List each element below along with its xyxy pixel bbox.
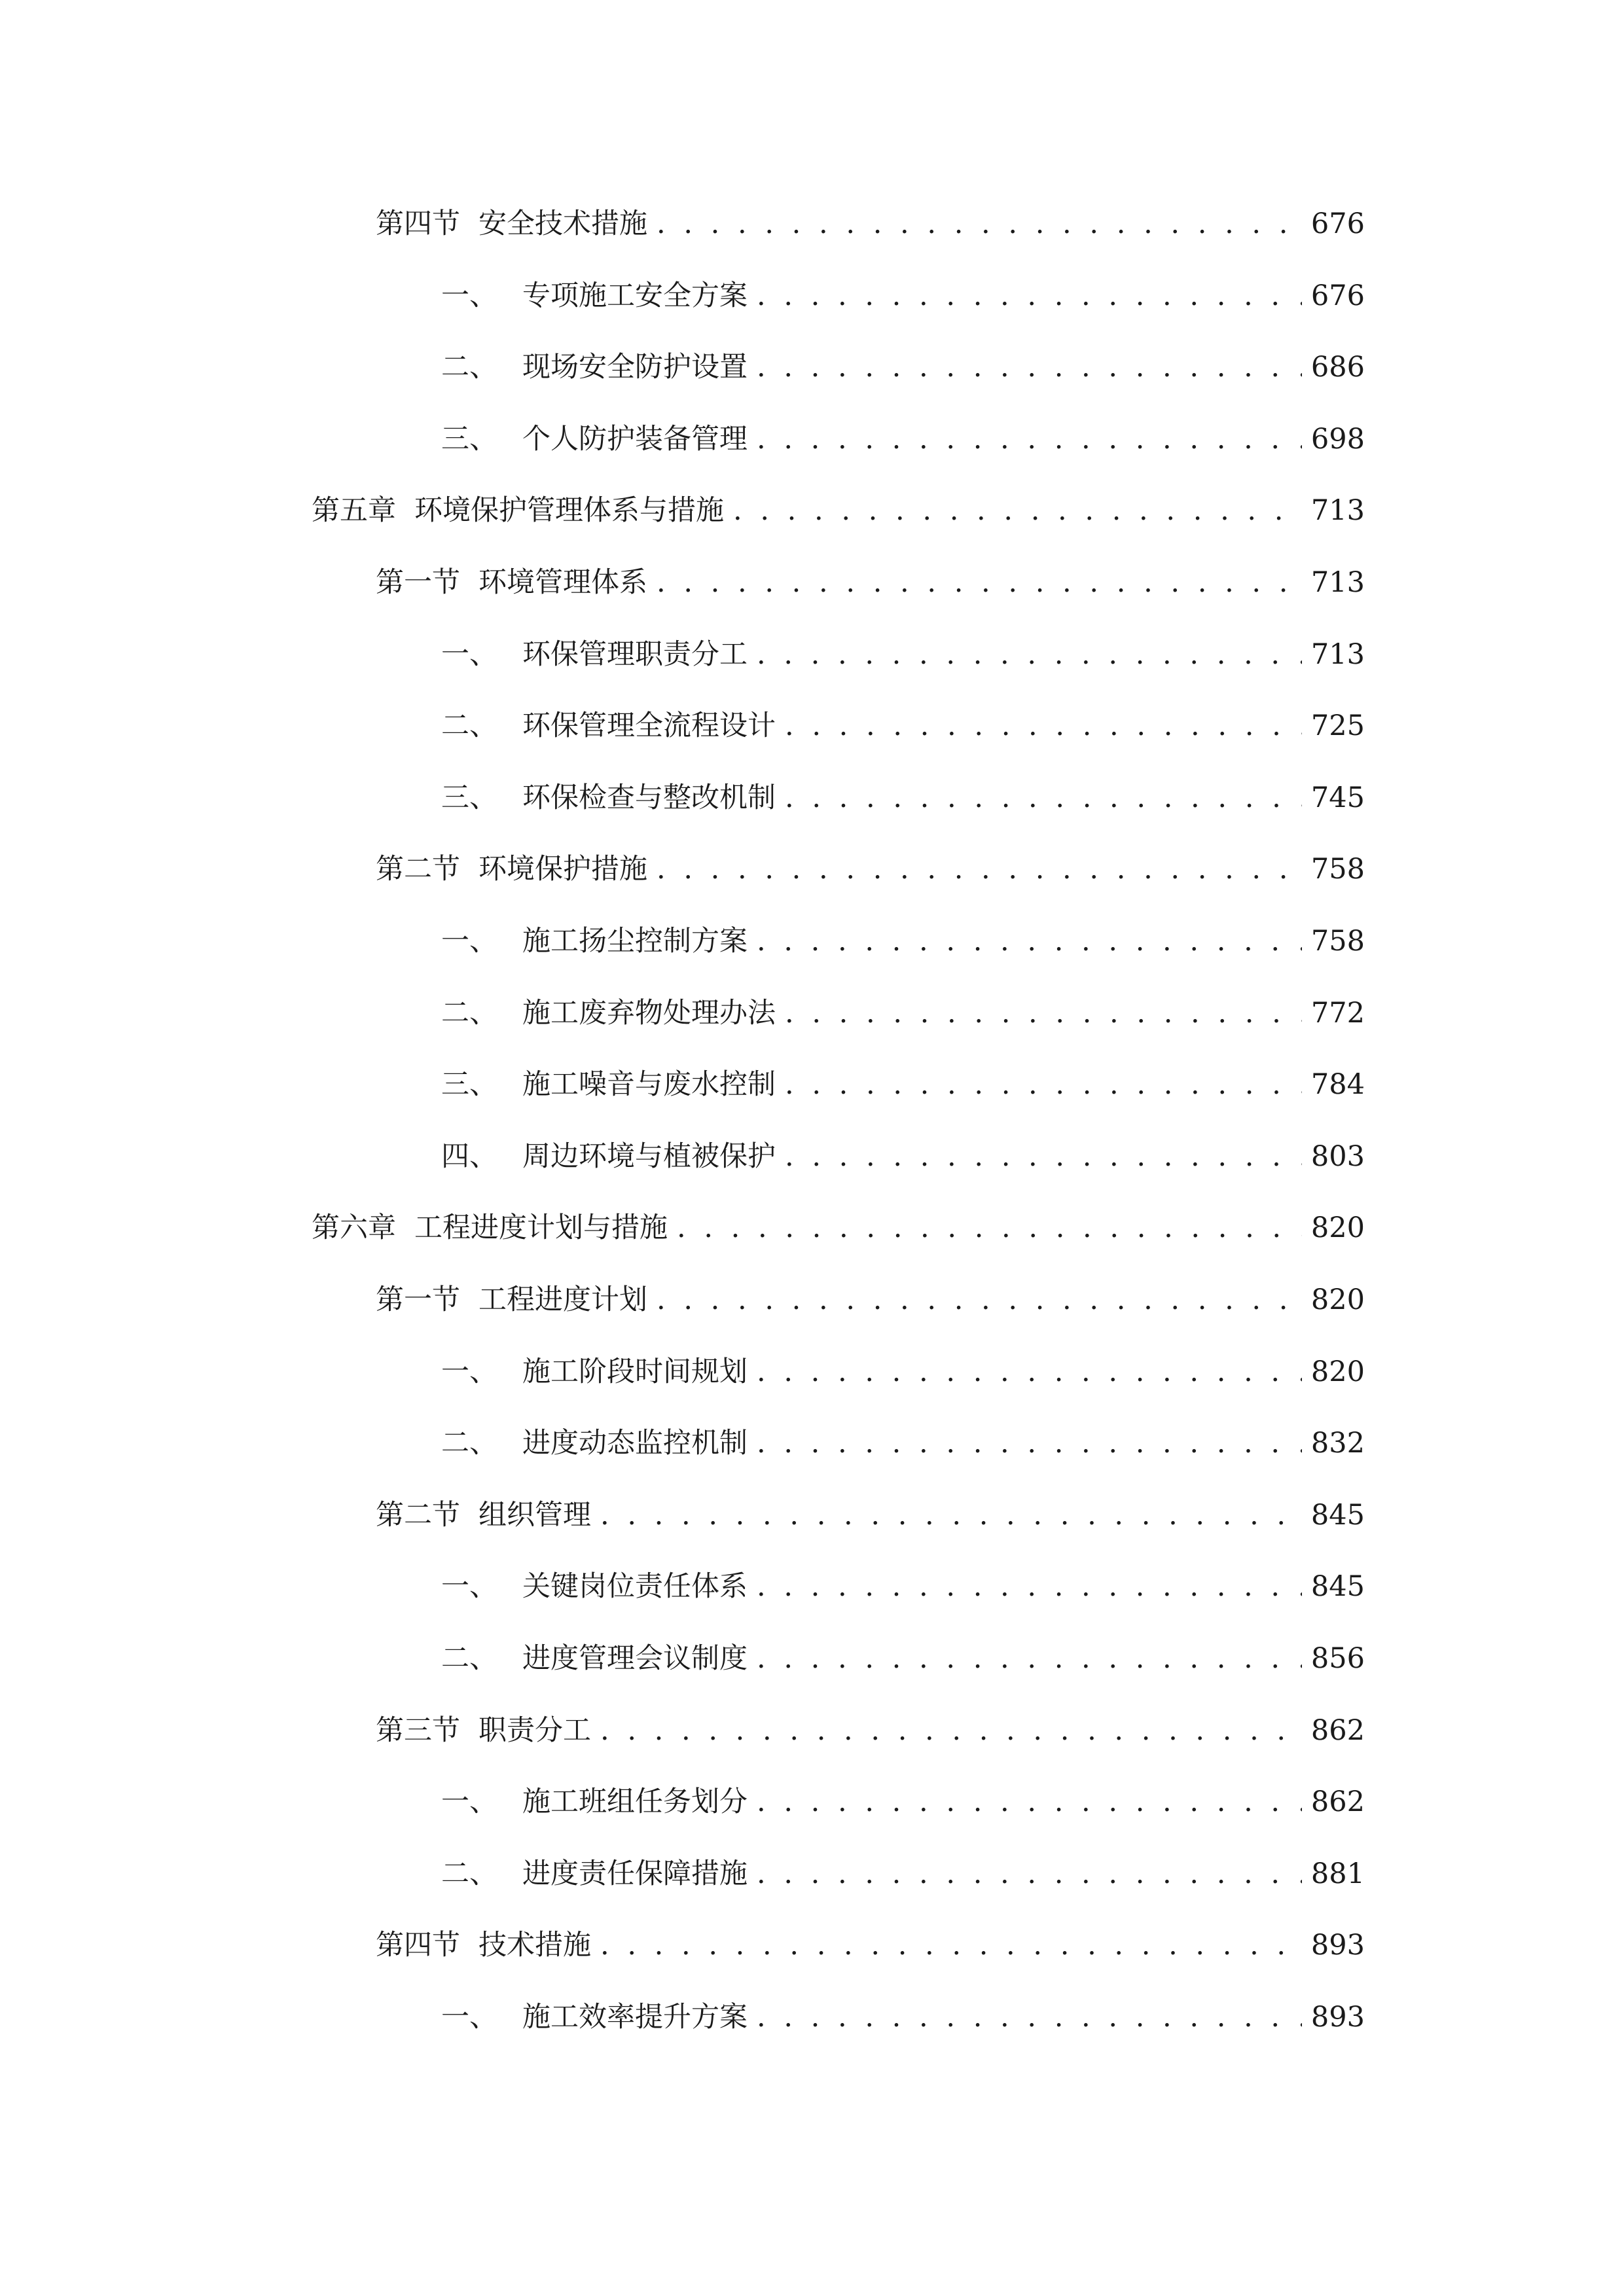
toc-entry-number: 第三节	[376, 1714, 460, 1747]
toc-entry-title: 进度动态监控机制	[522, 1427, 748, 1460]
toc-entry[interactable]	[441, 1991, 1365, 2043]
toc-entry-page-number: 856	[1310, 1642, 1365, 1675]
toc-entry-page-number: 698	[1310, 423, 1365, 456]
toc-dot-leader	[757, 413, 1302, 465]
toc-dot-leader	[757, 628, 1302, 681]
toc-entry-title: 安全技术措施	[478, 207, 647, 240]
toc-entry-title: 环保管理职责分工	[522, 638, 748, 671]
toc-entry-page-number: 676	[1310, 207, 1365, 240]
toc-entry-title: 施工噪音与废水控制	[522, 1068, 776, 1101]
toc-entry-number: 三、	[441, 423, 497, 456]
toc-entry-number: 第四节	[376, 207, 460, 240]
toc-dot-leader	[785, 700, 1302, 752]
toc-entry-title: 现场安全防护设置	[522, 351, 748, 384]
toc-entry-title: 施工扬尘控制方案	[522, 925, 748, 958]
toc-entry-page-number: 745	[1310, 781, 1365, 814]
toc-entry-page-number: 820	[1310, 1283, 1365, 1316]
toc-entry-number: 三、	[441, 1068, 497, 1101]
toc-dot-leader	[733, 484, 1302, 537]
toc-entry-number: 二、	[441, 1427, 497, 1460]
toc-entry-title: 工程进度计划	[478, 1283, 647, 1316]
toc-entry-number: 第二节	[376, 1499, 460, 1532]
toc-entry-number: 三、	[441, 781, 497, 814]
toc-entry-page-number: 713	[1310, 494, 1365, 527]
toc-entry-page-number: 713	[1310, 566, 1365, 599]
toc-entry[interactable]	[441, 270, 1365, 322]
toc-entry-number: 第四节	[376, 1929, 460, 1962]
toc-entry-title: 环保管理全流程设计	[522, 709, 776, 742]
toc-dot-leader	[600, 1489, 1302, 1541]
toc-entry-title: 进度责任保障措施	[522, 1857, 748, 1890]
toc-entry[interactable]	[376, 198, 1365, 250]
toc-entry[interactable]	[441, 413, 1365, 465]
toc-dot-leader	[600, 1704, 1302, 1757]
toc-dot-leader	[757, 270, 1302, 322]
toc-dot-leader	[600, 1919, 1302, 1971]
toc-dot-leader	[657, 843, 1302, 895]
toc-entry-page-number: 820	[1310, 1211, 1365, 1244]
toc-entry-number: 二、	[441, 351, 497, 384]
toc-entry-title: 进度管理会议制度	[522, 1642, 748, 1675]
toc-entry-number: 第二节	[376, 853, 460, 886]
toc-entry-page-number: 893	[1310, 1929, 1365, 1962]
toc-dot-leader	[757, 1560, 1302, 1613]
toc-dot-leader	[757, 1632, 1302, 1685]
toc-entry-title: 环境保护措施	[478, 853, 647, 886]
toc-dot-leader	[785, 987, 1302, 1039]
toc-entry-page-number: 832	[1310, 1427, 1365, 1460]
toc-entry-title: 专项施工安全方案	[522, 279, 748, 312]
toc-entry-title: 环境管理体系	[478, 566, 647, 599]
toc-entry[interactable]	[441, 1560, 1365, 1613]
toc-entry-page-number: 758	[1310, 925, 1365, 958]
toc-entry[interactable]	[441, 1776, 1365, 1828]
toc-entry-number: 第五章	[312, 494, 396, 527]
toc-entry[interactable]	[441, 700, 1365, 752]
toc-entry-number: 第一节	[376, 1283, 460, 1316]
toc-dot-leader	[757, 1776, 1302, 1828]
toc-entry-page-number: 845	[1310, 1499, 1365, 1532]
toc-dot-leader	[757, 1417, 1302, 1469]
toc-entry[interactable]	[441, 1058, 1365, 1111]
toc-entry[interactable]	[441, 987, 1365, 1039]
toc-entry-page-number: 881	[1310, 1857, 1365, 1890]
toc-dot-leader	[785, 1130, 1302, 1183]
toc-entry-title: 工程进度计划与措施	[414, 1211, 668, 1244]
toc-dot-leader	[757, 915, 1302, 967]
toc-entry-title: 技术措施	[478, 1929, 591, 1962]
toc-entry-number: 二、	[441, 997, 497, 1030]
toc-dot-leader	[757, 1848, 1302, 1900]
toc-dot-leader	[657, 556, 1302, 609]
toc-entry-number: 第一节	[376, 566, 460, 599]
toc-entry-number: 一、	[441, 1570, 497, 1603]
toc-entry[interactable]	[441, 341, 1365, 393]
toc-dot-leader	[757, 1991, 1302, 2043]
toc-dot-leader	[677, 1202, 1302, 1254]
toc-dot-leader	[657, 1274, 1302, 1326]
toc-entry[interactable]	[376, 1704, 1365, 1757]
toc-entry[interactable]	[441, 1417, 1365, 1469]
toc-entry-page-number: 686	[1310, 351, 1365, 384]
toc-entry-page-number: 713	[1310, 638, 1365, 671]
toc-entry[interactable]	[441, 915, 1365, 967]
toc-entry-title: 职责分工	[478, 1714, 591, 1747]
toc-dot-leader	[757, 1346, 1302, 1398]
toc-entry[interactable]	[441, 1130, 1365, 1183]
toc-entry[interactable]	[441, 772, 1365, 824]
toc-entry-title: 环境保护管理体系与措施	[414, 494, 724, 527]
toc-dot-leader	[785, 1058, 1302, 1111]
toc-entry-page-number: 893	[1310, 2001, 1365, 2034]
toc-entry[interactable]	[441, 628, 1365, 681]
toc-entry-number: 一、	[441, 638, 497, 671]
toc-entry-page-number: 862	[1310, 1714, 1365, 1747]
toc-entry-title: 施工效率提升方案	[522, 2001, 748, 2034]
toc-entry-page-number: 725	[1310, 709, 1365, 742]
toc-entry[interactable]	[376, 1919, 1365, 1971]
toc-entry[interactable]	[376, 843, 1365, 895]
toc-entry-page-number: 676	[1310, 279, 1365, 312]
toc-entry-title: 个人防护装备管理	[522, 423, 748, 456]
toc-entry-page-number: 784	[1310, 1068, 1365, 1101]
toc-entry-page-number: 845	[1310, 1570, 1365, 1603]
toc-entry-number: 四、	[441, 1140, 497, 1173]
toc-entry[interactable]	[441, 1848, 1365, 1900]
toc-entry-title: 施工废弃物处理办法	[522, 997, 776, 1030]
toc-entry[interactable]	[312, 1202, 1365, 1254]
toc-entry[interactable]	[312, 484, 1365, 537]
toc-entry-title: 关键岗位责任体系	[522, 1570, 748, 1603]
toc-entry-page-number: 772	[1310, 997, 1365, 1030]
toc-entry[interactable]	[441, 1346, 1365, 1398]
toc-entry-number: 一、	[441, 1355, 497, 1388]
toc-entry[interactable]	[441, 1632, 1365, 1685]
toc-entry-page-number: 758	[1310, 853, 1365, 886]
toc-dot-leader	[657, 198, 1302, 250]
toc-entry-title: 组织管理	[478, 1499, 591, 1532]
toc-entry-title: 施工阶段时间规划	[522, 1355, 748, 1388]
toc-entry-page-number: 820	[1310, 1355, 1365, 1388]
toc-entry-page-number: 862	[1310, 1785, 1365, 1818]
toc-entry[interactable]	[376, 556, 1365, 609]
toc-entry-number: 第六章	[312, 1211, 396, 1244]
toc-entry-number: 一、	[441, 1785, 497, 1818]
toc-entry-page-number: 803	[1310, 1140, 1365, 1173]
toc-dot-leader	[785, 772, 1302, 824]
toc-entry[interactable]	[376, 1489, 1365, 1541]
toc-entry-number: 一、	[441, 2001, 497, 2034]
toc-entry-number: 一、	[441, 925, 497, 958]
toc-entry[interactable]	[376, 1274, 1365, 1326]
toc-entry-title: 施工班组任务划分	[522, 1785, 748, 1818]
toc-entry-number: 二、	[441, 1857, 497, 1890]
toc-entry-title: 周边环境与植被保护	[522, 1140, 776, 1173]
toc-entry-number: 二、	[441, 1642, 497, 1675]
toc-entry-title: 环保检查与整改机制	[522, 781, 776, 814]
toc-entry-number: 二、	[441, 709, 497, 742]
toc-dot-leader	[757, 341, 1302, 393]
toc-entry-number: 一、	[441, 279, 497, 312]
